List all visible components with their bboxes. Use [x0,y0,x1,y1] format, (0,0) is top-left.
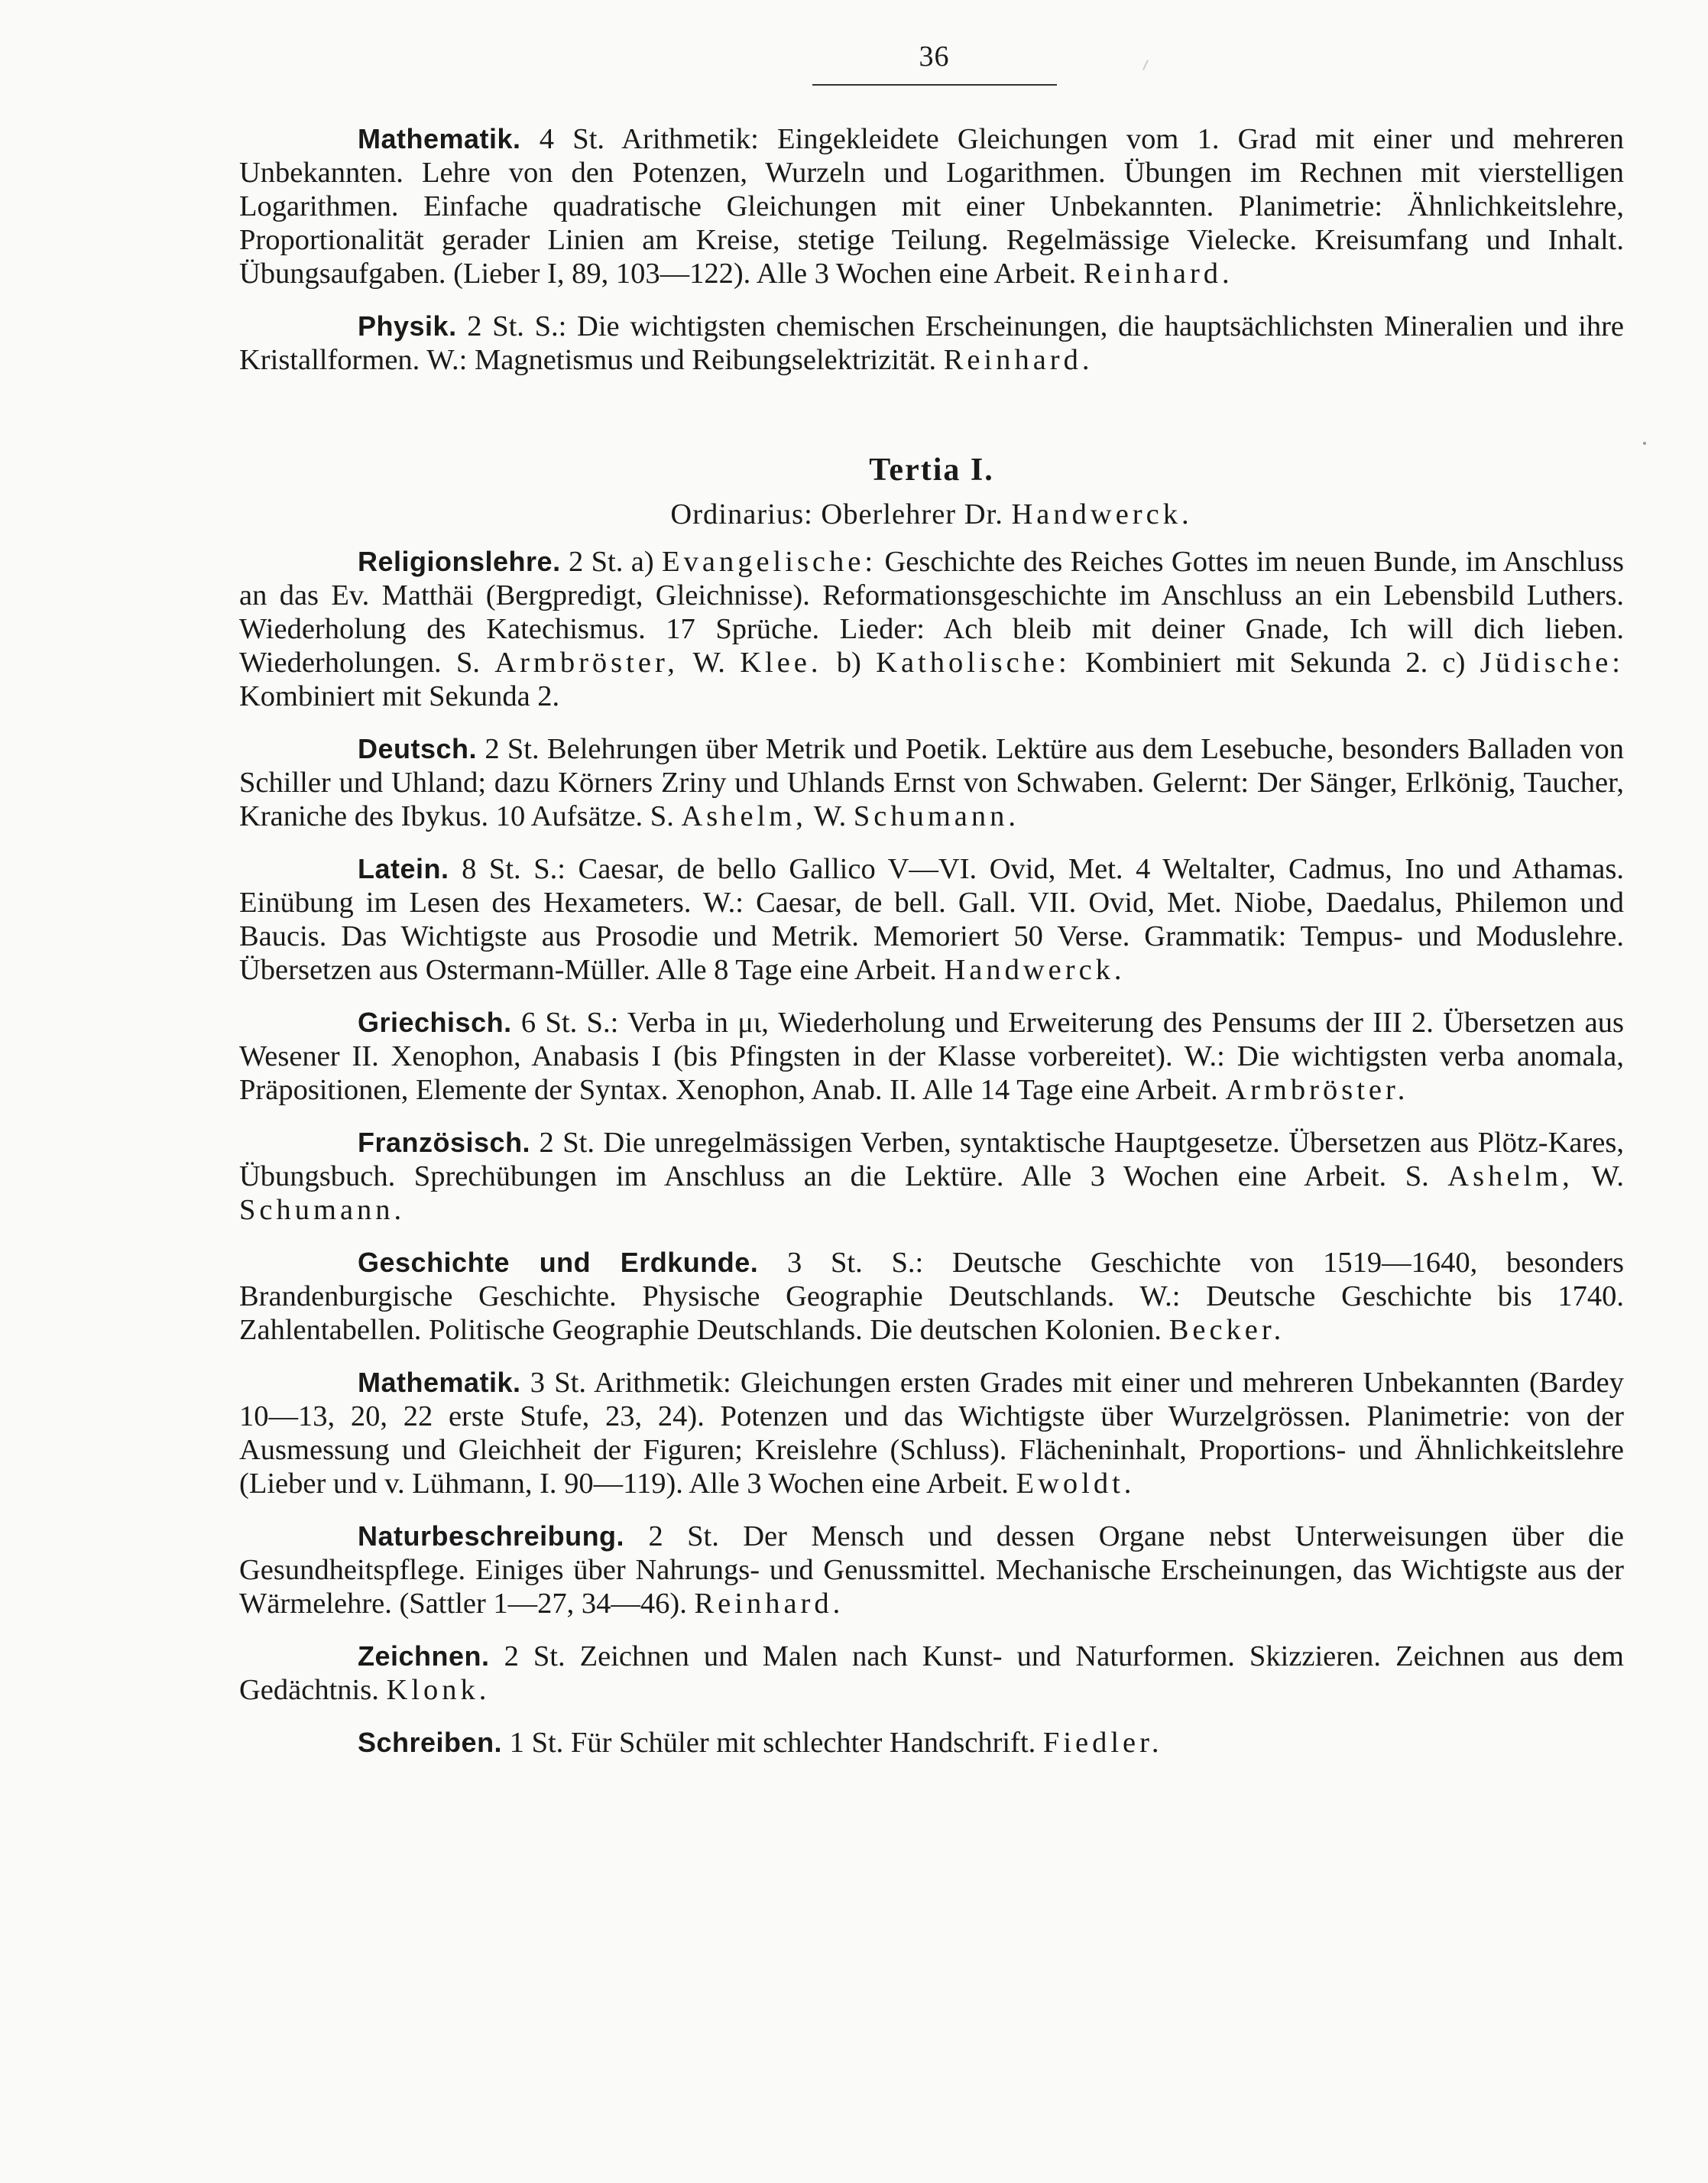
teacher-name: Handwerck. [944,954,1126,986]
denomination-label: Jüdische: [1480,647,1625,679]
paragraph-text: Kombiniert mit Sekunda 2. c) [1070,647,1480,679]
document-body [239,122,1624,1760]
teacher-name: Klee. [740,647,822,679]
paragraph-naturbeschreibung [239,1520,1624,1620]
subject-title: Mathematik. [358,1367,521,1398]
paragraph-griechisch [239,1006,1624,1107]
teacher-name: Ashelm, [681,800,807,832]
subject-title: Mathematik. [358,123,521,154]
paragraph-mathematik-lower [239,1366,1624,1500]
paragraph-text: 2 St. Die unregelmässigen Verben, syntaktische Hauptgesetze. Übersetzen aus Plötz-Kares, Übungsbuch. Sprechübungen im Anschluss an die Lektüre. Alle 3 Wochen eine Arbeit. S. [239,1127,1624,1192]
paragraph-text: 2 St. Der Mensch und dessen Organe nebst Unterweisungen über die Gesundheitspflege. Einiges über Nahrungs- und Genussmittel. Mechanische Erscheinungen, das Wichtigste aus der Wärmelehre. (Sattler 1—27, 34—46). [239,1520,1624,1620]
teacher-name: Schumann. [239,1194,406,1226]
teacher-name: Armbröster, [494,647,679,679]
teacher-name: Armbröster. [1225,1074,1409,1106]
paragraph-zeichnen [239,1640,1624,1707]
section-heading: Tertia I. [869,452,994,488]
paragraph-text: Kombiniert mit Sekunda 2. [239,680,560,712]
denomination-label: Evangelische: [662,546,877,578]
teacher-name: Ashelm, [1447,1160,1573,1192]
subject-title: Französisch. [358,1127,531,1158]
teacher-name: Ewoldt. [1016,1468,1136,1500]
paragraph-text: W. [1573,1160,1624,1192]
paragraph-text: 1 St. Für Schüler mit schlechter Handschrift. [502,1727,1043,1759]
paragraph-text: 4 St. Arithmetik: Eingekleidete Gleichungen vom 1. Grad mit einer und mehreren Unbekannten. Lehre von den Potenzen, Wurzeln und Logarithmen. Übungen im Rechnen mit vierstelligen Logarithmen. Einfache quadratische Gleichungen mit einer Unbekannten. Planimetrie: Ähnlichkeitslehre, Proportionalität gerader Linien am Kreise, stetige Teilung. Regelmässige Vielecke. Kreisumfang und Inhalt. Übungsaufgaben. (Lieber I, 89, 103—122). Alle 3 Wochen eine Arbeit. [239,123,1624,290]
paragraph-text: b) [822,647,877,679]
subject-title: Geschichte und Erdkunde. [358,1247,759,1278]
ordinarius-label: Ordinarius: Oberlehrer Dr. [670,498,1012,530]
paragraph-text: W. [806,800,854,832]
paper-mark [1142,60,1149,70]
paragraph-geschichte [239,1246,1624,1347]
ordinarius-line [239,498,1624,531]
teacher-name: Becker. [1168,1314,1285,1346]
subject-title: Naturbeschreibung. [358,1520,625,1552]
paragraph-text: 2 St. Belehrungen über Metrik und Poetik. Lektüre aus dem Lesebuche, besonders Balladen von Schiller und Uhland; dazu Körners Zriny und Uhlands Ernst von Schwaben. Gelernt: Der Sänger, Erlkönig, Taucher, Kraniche des Ibykus. 10 Aufsätze. S. [239,733,1624,832]
paragraph-text: 3 St. Arithmetik: Gleichungen ersten Grades mit einer und mehreren Unbekannten (Bardey 10—13, 20, 22 erste Stufe, 23, 24). Potenzen und das Wichtigste über Wurzelgrössen. Planimetrie: von der Ausmessung und Gleichheit der Figuren; Kreislehre (Schluss). Flächeninhalt, Proportions- und Ähnlichkeitslehre (Lieber und v. Lühmann, I. 90—119). Alle 3 Wochen eine Arbeit. [239,1367,1624,1500]
denomination-label: Katholische: [876,647,1071,679]
teacher-name: Klonk. [386,1674,491,1706]
paragraph-schreiben [239,1726,1624,1760]
teacher-name: Reinhard. [1083,258,1233,290]
page-number-rule [812,84,1057,86]
teacher-name: Reinhard. [694,1588,844,1620]
paragraph-text: W. [678,647,741,679]
teacher-name: Schumann. [853,800,1020,832]
paragraph-franzoesisch [239,1126,1624,1227]
ordinarius-name: Handwerck. [1011,498,1193,530]
subject-title: Schreiben. [358,1727,503,1758]
paragraph-physik [239,310,1624,377]
paragraph-text: 2 St. a) [560,546,663,578]
paragraph-text: 2 St. Zeichnen und Malen nach Kunst- und Naturformen. Skizzieren. Zeichnen aus dem Gedächtnis. [239,1640,1624,1706]
paragraph-text: 6 St. S.: Verba in μι, Wiederholung und Erweiterung des Pensums der III 2. Übersetzen aus Wesener II. Xenophon, Anabasis I (bis Pfingsten in der Klasse vorbereitet). W.: Die wichtigsten verba anomala, Präpositionen, Elemente der Syntax. Xenophon, Anab. II. Alle 14 Tage eine Arbeit. [239,1007,1624,1106]
teacher-name: Fiedler. [1042,1727,1163,1759]
paragraph-text: 2 St. S.: Die wichtigsten chemischen Erscheinungen, die hauptsächlichsten Mineralien und ihre Kristallformen. W.: Magnetismus und Reibungselektrizität. [239,310,1624,376]
page-number: 36 [919,41,950,73]
subject-title: Latein. [358,853,449,884]
paragraph-text: Geschichte des Reiches Gottes im neuen Bunde, im Anschluss an das Ev. Matthäi (Bergpredigt, Gleichnisse). Reformationsgeschichte im Anschluss an ein Lebensbild Luthers. Wiederholung des Katechismus. 17 Sprüche. Lieder: Ach bleib mit deiner Gnade, Ich will dich lieben. Wiederholungen. S. [239,546,1624,679]
subject-title: Deutsch. [358,733,478,764]
paper-mark [1643,442,1646,445]
paragraph-text: 8 St. S.: Caesar, de bello Gallico V—VI. Ovid, Met. 4 Weltalter, Cadmus, Ino und Athamas. Einübung im Lesen des Hexameters. W.: Caesar, de bell. Gall. VII. Ovid, Met. Niobe, Daedalus, Philemon und Baucis. Das Wichtigste aus Prosodie und Metrik. Memoriert 50 Verse. Grammatik: Tempus- und Moduslehre. Übersetzen aus Ostermann-Müller. Alle 8 Tage eine Arbeit. [239,853,1624,986]
subject-title: Physik. [358,310,457,342]
paragraph-deutsch [239,732,1624,833]
subject-title: Griechisch. [358,1007,512,1038]
paragraph-latein [239,852,1624,987]
paragraph-mathematik-upper [239,122,1624,290]
paragraph-text: 3 St. S.: Deutsche Geschichte von 1519—1640, besonders Brandenburgische Geschichte. Physische Geographie Deutschlands. W.: Deutsche Geschichte bis 1740. Zahlentabellen. Politische Geographie Deutschlands. Die deutschen Kolonien. [239,1247,1624,1346]
paragraph-religionslehre [239,545,1624,713]
teacher-name: Reinhard. [943,344,1094,376]
subject-title: Religionslehre. [358,546,561,577]
subject-title: Zeichnen. [358,1640,490,1672]
